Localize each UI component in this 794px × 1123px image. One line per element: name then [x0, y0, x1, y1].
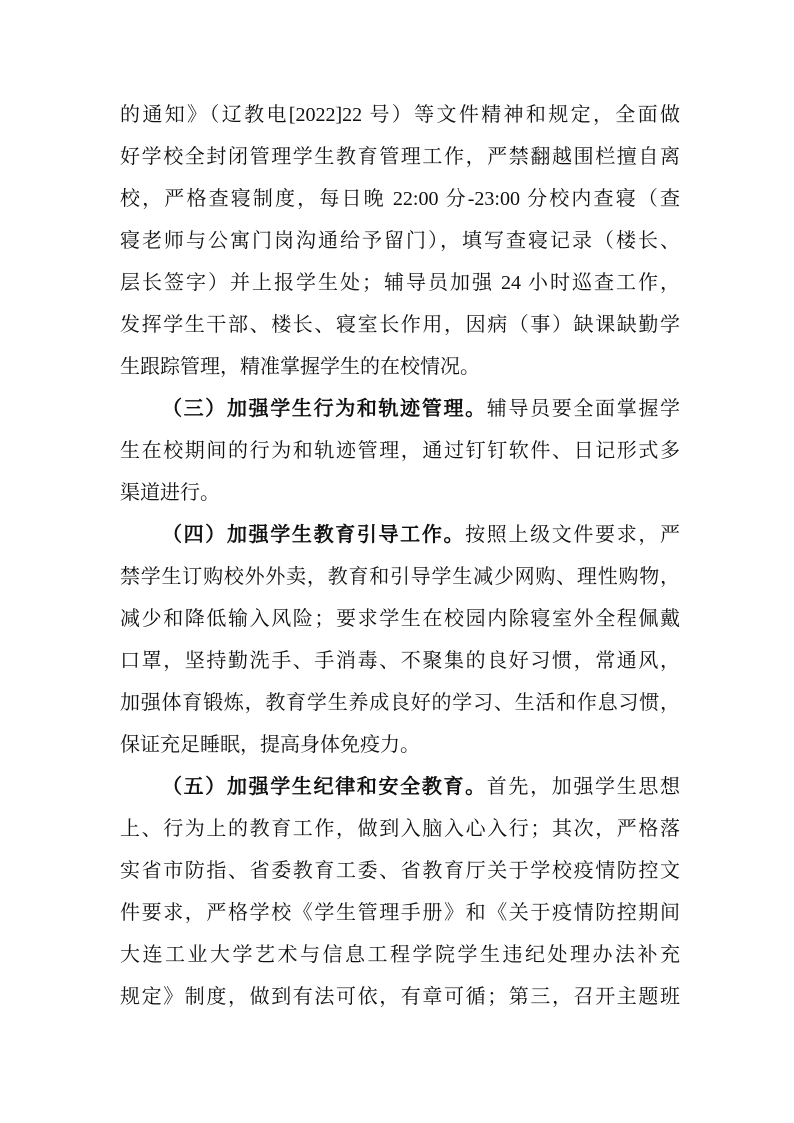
text-line: 口罩，坚持勤洗手、手消毒、不聚集的良好习惯，常通风， [120, 650, 680, 672]
paragraph-section-4 [120, 514, 680, 766]
paragraph [120, 94, 680, 388]
text-line [120, 388, 680, 430]
text-line: 的通知》（辽教电[2022]22 号）等文件精神和规定，全面做 [120, 104, 680, 126]
section-heading: （三）加强学生行为和轨迹管理。 [162, 398, 487, 420]
text-line: 实省市防指、省委教育工委、省教育厅关于学校疫情防控文 [120, 860, 680, 882]
text-line: 好学校全封闭管理学生教育管理工作，严禁翻越围栏擅自离 [120, 146, 680, 168]
section-heading: （五）加强学生纪律和安全教育。 [162, 776, 487, 798]
text-line: 层长签字）并上报学生处；辅导员加强 24 小时巡查工作， [120, 272, 680, 294]
text-line: 减少和降低输入风险；要求学生在校园内除寝室外全程佩戴 [120, 608, 680, 630]
section-heading: （四）加强学生教育引导工作。 [162, 524, 466, 546]
text-line: 禁学生订购校外外卖，教育和引导学生减少网购、理性购物， [120, 566, 680, 588]
text-line: 发挥学生干部、楼长、寝室长作用，因病（事）缺课缺勤学 [120, 314, 680, 336]
text-line: 大连工业大学艺术与信息工程学院学生违纪处理办法补充 [120, 944, 680, 966]
text-line: 渠道进行。 [120, 482, 220, 504]
paragraph-section-3 [120, 388, 680, 514]
text-run: 首先，加强学生思想 [486, 776, 681, 798]
text-line: 生在校期间的行为和轨迹管理，通过钉钉软件、日记形式多 [120, 440, 680, 462]
document-body [120, 94, 680, 1018]
paragraph-section-5 [120, 766, 680, 1018]
text-line: 保证充足睡眠，提高身体免疫力。 [120, 734, 420, 756]
text-line: 上、行为上的教育工作，做到入脑入心入行；其次，严格落 [120, 818, 680, 840]
text-line [120, 766, 680, 808]
text-line: 规定》制度，做到有法可依，有章可循；第三，召开主题班 [120, 986, 680, 1008]
text-line: 寝老师与公寓门岗沟通给予留门），填写查寝记录（楼长、 [120, 230, 680, 252]
text-run: 辅导员要全面掌握学 [486, 398, 681, 420]
text-line: 加强体育锻炼，教育学生养成良好的学习、生活和作息习惯， [120, 692, 680, 714]
text-line: 校，严格查寝制度，每日晚 22:00 分-23:00 分校内查寝（查 [120, 188, 680, 210]
text-line: 生跟踪管理，精准掌握学生的在校情况。 [120, 356, 480, 378]
text-line: 件要求，严格学校《学生管理手册》和《关于疫情防控期间 [120, 902, 680, 924]
text-run: 按照上级文件要求，严 [465, 524, 681, 546]
text-line [120, 514, 680, 556]
